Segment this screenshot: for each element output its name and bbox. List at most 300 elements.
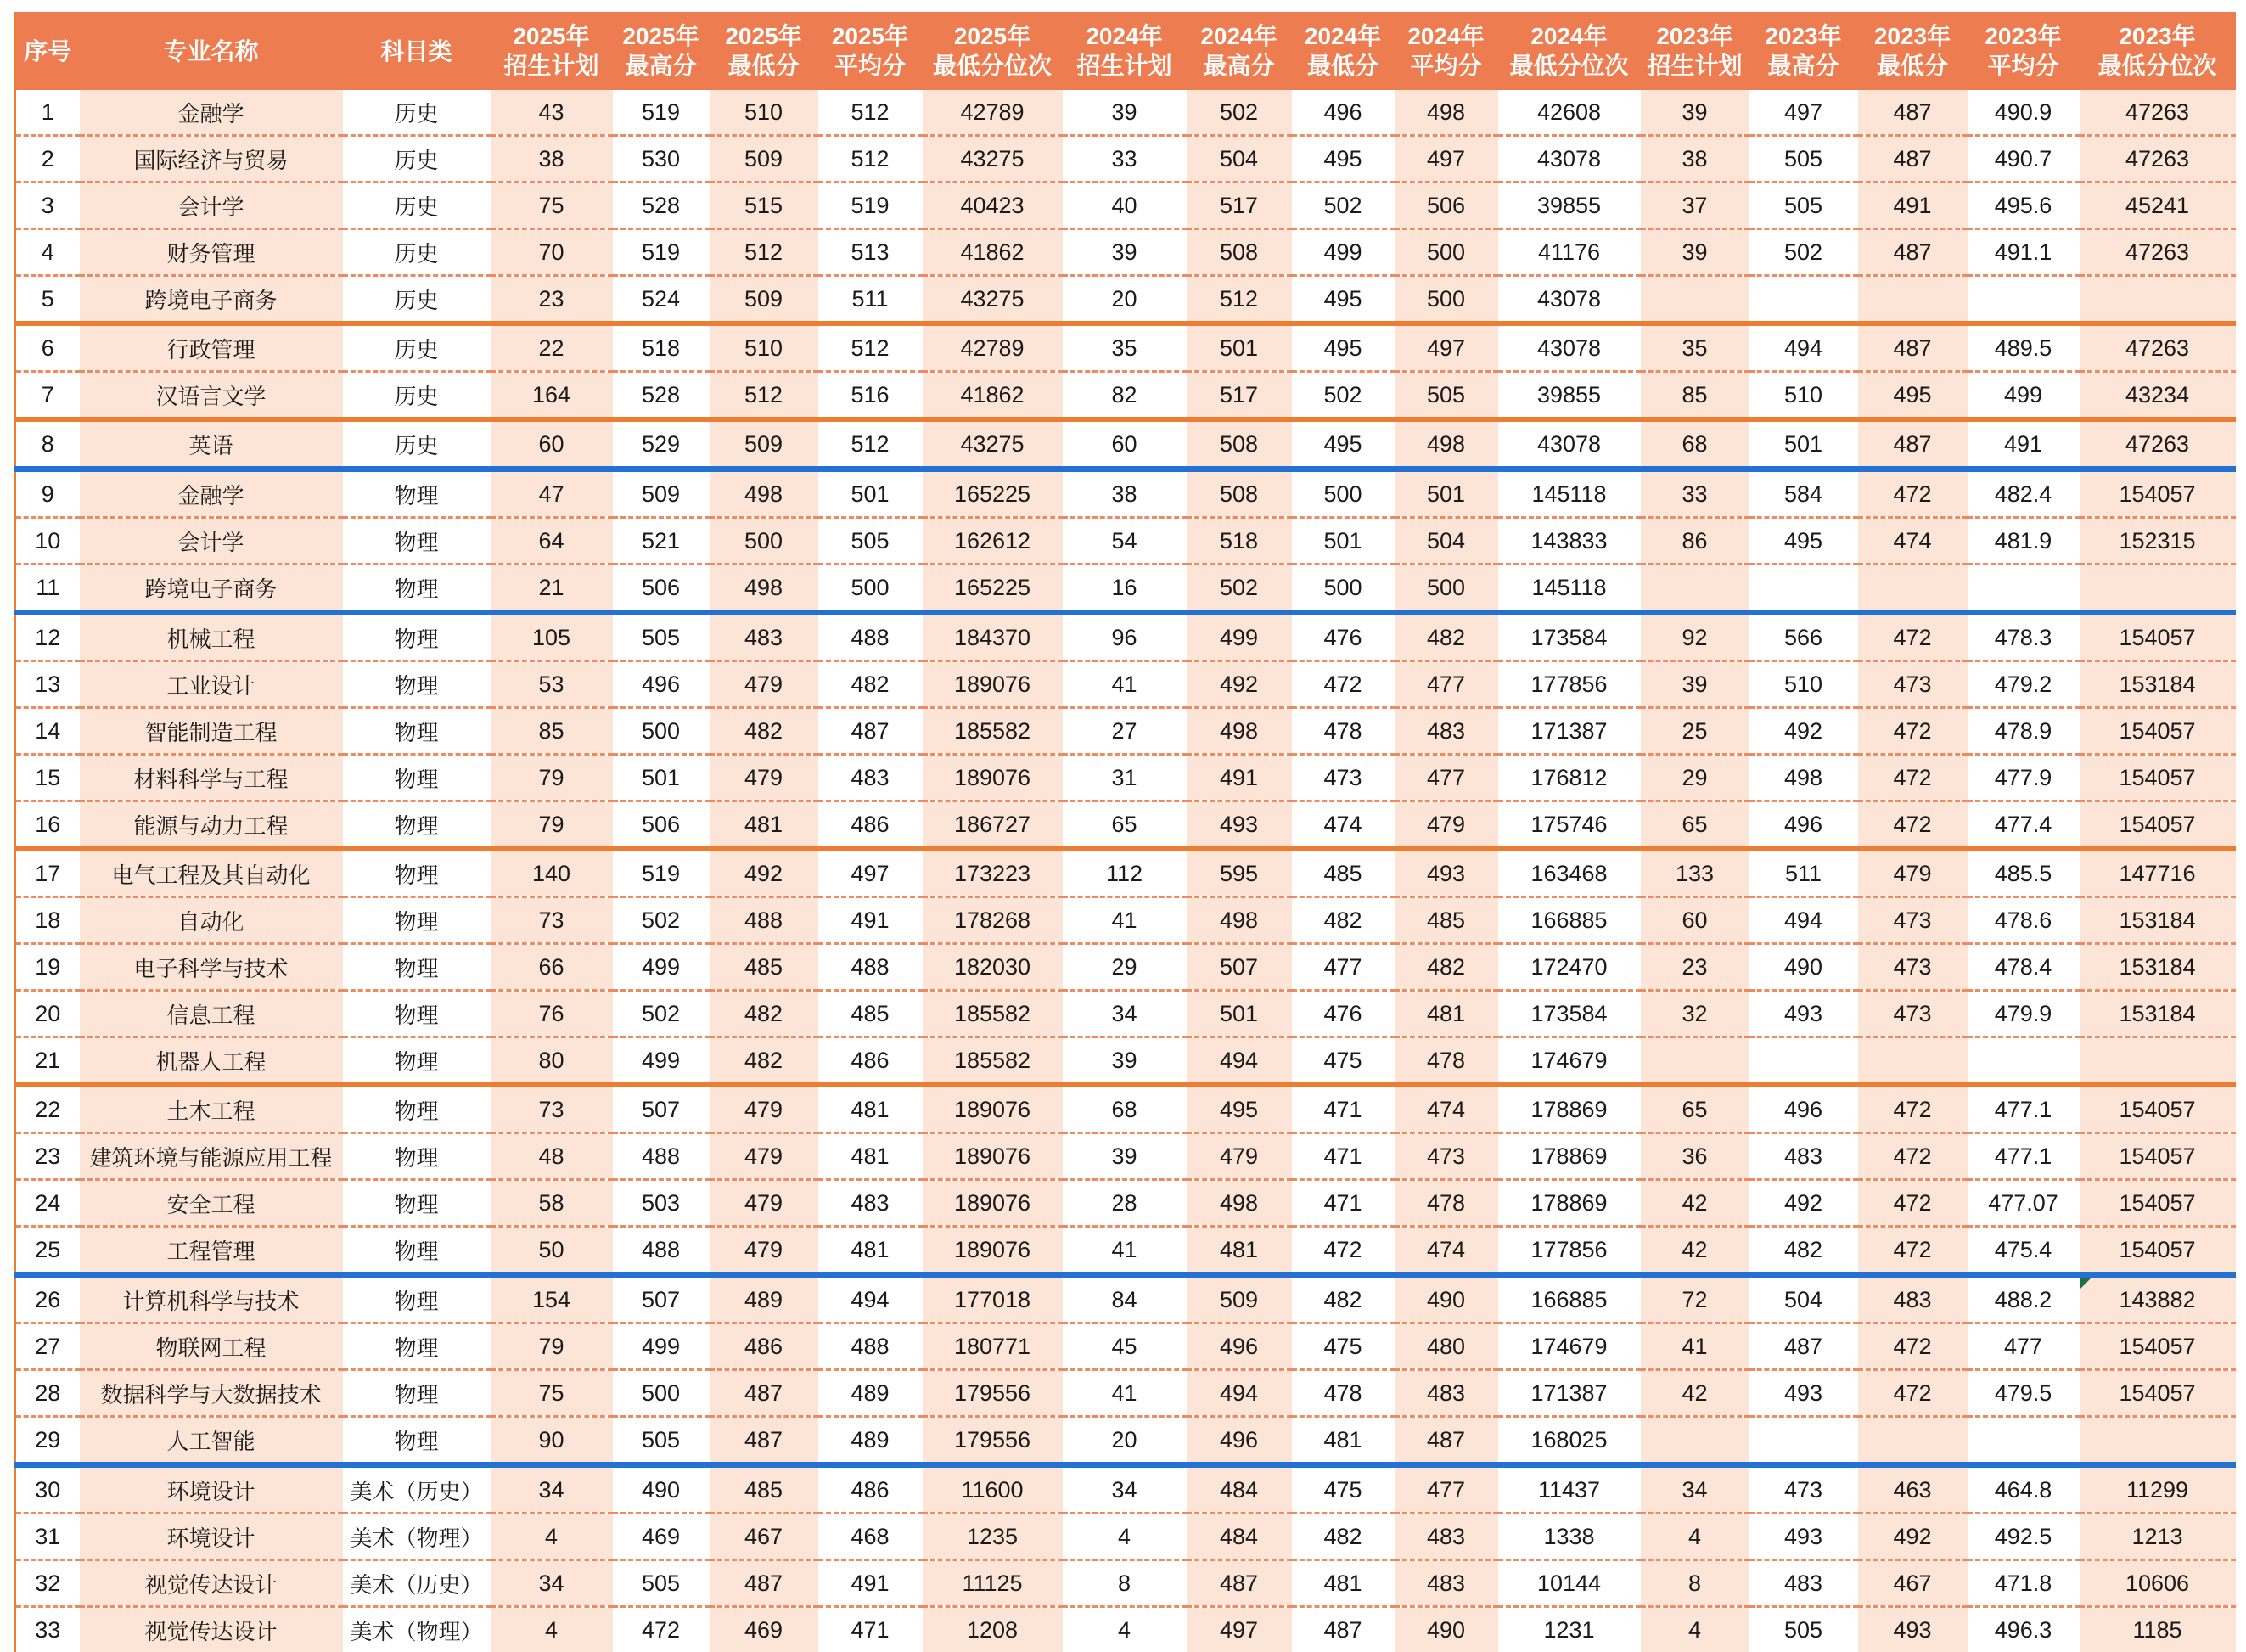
score-cell: 38 [1063,469,1187,518]
score-cell: 504 [1395,518,1498,565]
score-cell: 42 [1641,1180,1749,1227]
score-cell: 473 [1858,991,1968,1037]
score-cell: 4 [1063,1607,1187,1652]
score-cell: 4 [491,1514,613,1560]
score-cell [2080,565,2236,613]
score-cell: 10144 [1498,1560,1641,1607]
score-cell: 529 [613,419,710,469]
score-cell: 500 [1292,565,1395,613]
score-cell: 510 [710,323,818,372]
score-cell: 483 [1749,1560,1858,1607]
header-cell-8 [1063,12,1187,90]
score-cell: 481 [710,801,818,850]
row-seq-cell: 19 [15,944,80,991]
header-cell-10 [1292,12,1395,90]
score-cell: 11437 [1498,1465,1641,1514]
score-cell: 485 [710,1465,818,1514]
table-row [15,90,2236,136]
score-cell: 177856 [1498,661,1641,708]
score-cell: 509 [710,419,818,469]
score-cell: 501 [1395,469,1498,518]
score-cell: 482 [1395,613,1498,661]
major-name-cell: 计算机科学与技术 [80,1275,343,1323]
score-cell: 472 [1858,1133,1968,1180]
score-cell: 483 [710,613,818,661]
score-cell: 507 [1187,944,1292,991]
score-cell: 47263 [2080,136,2236,183]
score-cell: 29 [1641,755,1749,801]
score-cell: 145118 [1498,565,1641,613]
row-seq-cell: 3 [15,183,80,229]
score-cell: 47263 [2080,90,2236,136]
table-row [15,469,2236,518]
header-cell-5 [710,12,818,90]
score-cell: 487 [710,1560,818,1607]
score-cell: 481 [818,1085,923,1133]
header-cell-0 [15,12,80,90]
row-seq-cell: 17 [15,849,80,897]
score-cell: 479 [1858,849,1968,897]
subject-class-cell: 物理 [343,1085,491,1133]
major-name-cell: 物联网工程 [80,1323,343,1370]
score-cell: 174679 [1498,1323,1641,1370]
score-cell [1858,276,1968,324]
score-cell: 1235 [923,1514,1063,1560]
score-cell: 479.5 [1968,1370,2080,1417]
score-cell: 477.07 [1968,1180,2080,1227]
header-line2: 招生计划 [1641,51,1749,81]
major-name-cell: 国际经济与贸易 [80,136,343,183]
score-cell: 23 [491,276,613,324]
score-cell: 4 [491,1607,613,1652]
score-cell: 112 [1063,849,1187,897]
score-cell: 41176 [1498,229,1641,276]
row-seq-cell: 20 [15,991,80,1037]
row-seq-cell: 10 [15,518,80,565]
score-cell [1749,565,1858,613]
score-cell: 500 [1292,469,1395,518]
score-cell: 153184 [2080,897,2236,944]
score-cell: 519 [613,229,710,276]
subject-class-cell: 物理 [343,1133,491,1180]
score-cell: 60 [491,419,613,469]
score-cell: 500 [1395,276,1498,324]
score-cell: 1231 [1498,1607,1641,1652]
score-cell: 483 [1749,1133,1858,1180]
header-line2: 最高分 [1187,51,1292,81]
score-cell: 34 [491,1465,613,1514]
score-cell: 481 [818,1227,923,1275]
score-cell: 478 [1292,1370,1395,1417]
score-cell: 189076 [923,755,1063,801]
score-cell: 509 [710,136,818,183]
score-cell: 495.6 [1968,183,2080,229]
score-cell: 472 [1858,1370,1968,1417]
score-cell: 176812 [1498,755,1641,801]
score-cell: 511 [818,276,923,324]
score-cell [1858,1417,1968,1465]
row-seq-cell: 14 [15,708,80,755]
score-cell: 47263 [2080,229,2236,276]
score-cell: 511 [1749,849,1858,897]
score-cell: 491 [1187,755,1292,801]
score-cell: 471 [1292,1085,1395,1133]
score-cell: 495 [1292,323,1395,372]
score-cell: 494 [1187,1037,1292,1086]
score-cell: 105 [491,613,613,661]
score-cell: 503 [613,1180,710,1227]
score-cell: 478 [1292,708,1395,755]
score-cell: 491 [1968,419,2080,469]
row-seq-cell: 2 [15,136,80,183]
score-cell: 179556 [923,1417,1063,1465]
score-cell: 505 [818,518,923,565]
score-cell: 505 [613,613,710,661]
score-cell: 497 [1187,1607,1292,1652]
row-seq-cell: 29 [15,1417,80,1465]
score-cell: 47263 [2080,323,2236,372]
header-line1: 2024年 [1187,21,1292,51]
score-cell: 60 [1063,419,1187,469]
score-cell: 11600 [923,1465,1063,1514]
score-cell: 513 [818,229,923,276]
score-cell: 487 [710,1417,818,1465]
score-cell: 477.1 [1968,1133,2080,1180]
score-cell: 499 [613,944,710,991]
score-cell: 60 [1641,897,1749,944]
score-cell: 478.3 [1968,613,2080,661]
score-cell: 140 [491,849,613,897]
score-cell: 481 [1395,991,1498,1037]
score-cell: 482 [818,661,923,708]
score-cell: 20 [1063,1417,1187,1465]
score-cell: 41 [1063,897,1187,944]
score-cell: 145118 [1498,469,1641,518]
header-cell-7 [923,12,1063,90]
score-cell: 504 [1187,136,1292,183]
score-cell: 154057 [2080,1133,2236,1180]
subject-class-cell: 美术（物理） [343,1607,491,1652]
score-cell: 495 [1292,276,1395,324]
table-row [15,1275,2236,1323]
score-cell: 479.2 [1968,661,2080,708]
score-cell: 11299 [2080,1465,2236,1514]
score-cell: 519 [613,849,710,897]
table-row [15,565,2236,613]
score-cell: 147716 [2080,849,2236,897]
score-cell: 489.5 [1968,323,2080,372]
score-cell: 16 [1063,565,1187,613]
score-cell: 41 [1641,1323,1749,1370]
score-cell: 500 [613,708,710,755]
subject-class-cell: 历史 [343,229,491,276]
table-row [15,661,2236,708]
score-cell: 163468 [1498,849,1641,897]
score-cell: 510 [1749,372,1858,420]
table-row [15,1560,2236,1607]
score-cell: 29 [1063,944,1187,991]
score-cell: 45 [1063,1323,1187,1370]
score-cell: 469 [613,1514,710,1560]
table-row [15,1514,2236,1560]
score-cell: 39855 [1498,372,1641,420]
row-seq-cell: 15 [15,755,80,801]
score-cell: 512 [818,323,923,372]
row-seq-cell: 24 [15,1180,80,1227]
score-cell: 482 [1292,897,1395,944]
admission-score-table [14,12,2236,1652]
score-cell: 499 [1187,613,1292,661]
score-cell: 43275 [923,419,1063,469]
score-cell: 464.8 [1968,1465,2080,1514]
score-cell: 485 [1292,849,1395,897]
score-cell: 487 [1395,1417,1498,1465]
score-cell: 487 [1858,229,1968,276]
score-cell: 502 [1749,229,1858,276]
score-cell: 177018 [923,1275,1063,1323]
score-cell: 512 [818,136,923,183]
score-cell: 40 [1063,183,1187,229]
major-name-cell: 电子科学与技术 [80,944,343,991]
score-cell: 487 [1858,419,1968,469]
score-cell: 471.8 [1968,1560,2080,1607]
score-cell: 84 [1063,1275,1187,1323]
table-row [15,1085,2236,1133]
score-cell: 491.1 [1968,229,2080,276]
score-cell: 165225 [923,565,1063,613]
score-cell: 488 [613,1227,710,1275]
score-cell: 467 [1858,1560,1968,1607]
score-cell: 42 [1641,1370,1749,1417]
header-line1: 2023年 [1749,21,1858,51]
header-cell-16 [1968,12,2080,90]
score-cell: 497 [1395,323,1498,372]
score-cell: 473 [1395,1133,1498,1180]
score-cell [1968,1037,2080,1086]
header-row [15,12,2236,90]
subject-class-cell: 物理 [343,1037,491,1086]
score-cell: 473 [1292,755,1395,801]
score-cell: 189076 [923,661,1063,708]
major-name-cell: 汉语言文学 [80,372,343,420]
header-line2: 最低分位次 [923,51,1063,81]
score-cell: 474 [1858,518,1968,565]
score-cell: 38 [1641,136,1749,183]
table-row [15,801,2236,850]
score-cell: 35 [1641,323,1749,372]
score-cell: 477 [1395,755,1498,801]
score-cell [1968,276,2080,324]
score-cell: 506 [1395,183,1498,229]
header-line2: 最低分位次 [2080,51,2236,81]
score-cell: 133 [1641,849,1749,897]
major-name-cell: 人工智能 [80,1417,343,1465]
score-cell: 488 [818,944,923,991]
score-cell: 517 [1187,372,1292,420]
score-cell: 488.2 [1968,1275,2080,1323]
row-seq-cell: 1 [15,90,80,136]
score-cell: 490.9 [1968,90,2080,136]
score-cell: 54 [1063,518,1187,565]
major-name-cell: 会计学 [80,518,343,565]
subject-class-cell: 物理 [343,1417,491,1465]
score-cell: 185582 [923,708,1063,755]
table-header [15,12,2236,90]
score-cell: 498 [1187,1180,1292,1227]
score-cell: 501 [818,469,923,518]
score-cell: 76 [491,991,613,1037]
score-cell: 481 [1292,1417,1395,1465]
score-cell: 474 [1395,1085,1498,1133]
score-cell: 178869 [1498,1180,1641,1227]
score-cell: 43275 [923,276,1063,324]
header-line1: 专业名称 [80,37,343,66]
score-cell: 73 [491,897,613,944]
score-cell: 485 [1395,897,1498,944]
score-cell: 162612 [923,518,1063,565]
score-cell: 175746 [1498,801,1641,850]
major-name-cell: 金融学 [80,469,343,518]
score-cell: 509 [1187,1275,1292,1323]
score-cell: 496 [1749,801,1858,850]
subject-class-cell: 物理 [343,518,491,565]
score-cell: 500 [1395,565,1498,613]
score-cell: 482 [710,708,818,755]
score-cell [1641,276,1749,324]
header-cell-15 [1858,12,1968,90]
score-cell: 171387 [1498,1370,1641,1417]
row-seq-cell: 5 [15,276,80,324]
score-cell: 152315 [2080,518,2236,565]
major-name-cell: 电气工程及其自动化 [80,849,343,897]
table-row [15,372,2236,420]
score-cell: 173584 [1498,613,1641,661]
score-cell: 488 [613,1133,710,1180]
score-cell: 39 [1063,1133,1187,1180]
subject-class-cell: 物理 [343,1227,491,1275]
table-row [15,323,2236,372]
header-line2: 最低分 [1858,51,1968,81]
header-line1: 2023年 [1641,21,1749,51]
score-cell: 484 [1187,1514,1292,1560]
score-cell: 501 [1749,419,1858,469]
score-cell: 34 [1063,991,1187,1037]
score-cell: 477 [1395,1465,1498,1514]
score-cell: 472 [1858,1227,1968,1275]
score-cell: 33 [1641,469,1749,518]
score-cell: 496 [1749,1085,1858,1133]
major-name-cell: 工程管理 [80,1227,343,1275]
score-cell: 85 [1641,372,1749,420]
header-cell-13 [1641,12,1749,90]
header-line1: 2023年 [1968,21,2080,51]
score-cell: 476 [1292,991,1395,1037]
score-cell: 475 [1292,1037,1395,1086]
score-cell: 512 [818,419,923,469]
score-cell: 491 [1858,183,1968,229]
score-cell: 189076 [923,1227,1063,1275]
score-cell: 47263 [2080,419,2236,469]
row-seq-cell: 8 [15,419,80,469]
score-cell: 486 [818,1037,923,1086]
table-row [15,849,2236,897]
score-cell: 500 [1395,229,1498,276]
score-cell: 485 [818,991,923,1037]
score-cell: 493 [1395,849,1498,897]
score-cell: 68 [1641,419,1749,469]
score-cell: 39 [1641,90,1749,136]
table-row [15,897,2236,944]
score-cell: 505 [1749,183,1858,229]
score-cell: 482 [710,991,818,1037]
major-name-cell: 金融学 [80,90,343,136]
header-cell-4 [613,12,710,90]
score-cell: 499 [1292,229,1395,276]
score-cell: 166885 [1498,897,1641,944]
score-cell: 519 [818,183,923,229]
header-line2: 最高分 [613,51,710,81]
score-cell: 43234 [2080,372,2236,420]
score-cell: 8 [1641,1560,1749,1607]
score-cell: 154057 [2080,801,2236,850]
header-cell-17 [2080,12,2236,90]
score-cell: 483 [1395,708,1498,755]
score-cell: 186727 [923,801,1063,850]
score-cell: 39 [1641,229,1749,276]
score-cell: 492 [1187,661,1292,708]
score-cell: 41 [1063,661,1187,708]
score-cell: 472 [1858,469,1968,518]
score-cell: 489 [818,1370,923,1417]
score-cell: 92 [1641,613,1749,661]
row-seq-cell: 21 [15,1037,80,1086]
header-cell-6 [818,12,923,90]
score-cell: 496 [1187,1323,1292,1370]
score-cell: 474 [1395,1227,1498,1275]
score-cell: 70 [491,229,613,276]
score-cell: 27 [1063,708,1187,755]
score-cell: 42789 [923,90,1063,136]
score-cell: 43078 [1498,276,1641,324]
score-cell: 483 [818,755,923,801]
table-row [15,419,2236,469]
major-name-cell: 信息工程 [80,991,343,1037]
score-cell: 154057 [2080,1180,2236,1227]
score-cell: 154057 [2080,1323,2236,1370]
subject-class-cell: 美术（历史） [343,1465,491,1514]
score-cell: 478.9 [1968,708,2080,755]
score-cell: 494 [1187,1370,1292,1417]
score-cell: 493 [1749,1514,1858,1560]
score-cell: 499 [613,1323,710,1370]
score-cell: 500 [818,565,923,613]
score-cell: 508 [1187,469,1292,518]
score-cell [2080,276,2236,324]
header-line2: 最高分 [1749,51,1858,81]
score-cell: 21 [491,565,613,613]
score-cell: 487 [1858,323,1968,372]
score-cell: 10606 [2080,1560,2236,1607]
subject-class-cell: 物理 [343,565,491,613]
score-cell: 501 [613,755,710,801]
score-cell: 479 [710,1180,818,1227]
score-cell: 498 [1187,897,1292,944]
header-cell-9 [1187,12,1292,90]
score-cell: 4 [1641,1607,1749,1652]
score-cell: 482 [1292,1514,1395,1560]
score-cell: 517 [1187,183,1292,229]
score-cell: 65 [1063,801,1187,850]
